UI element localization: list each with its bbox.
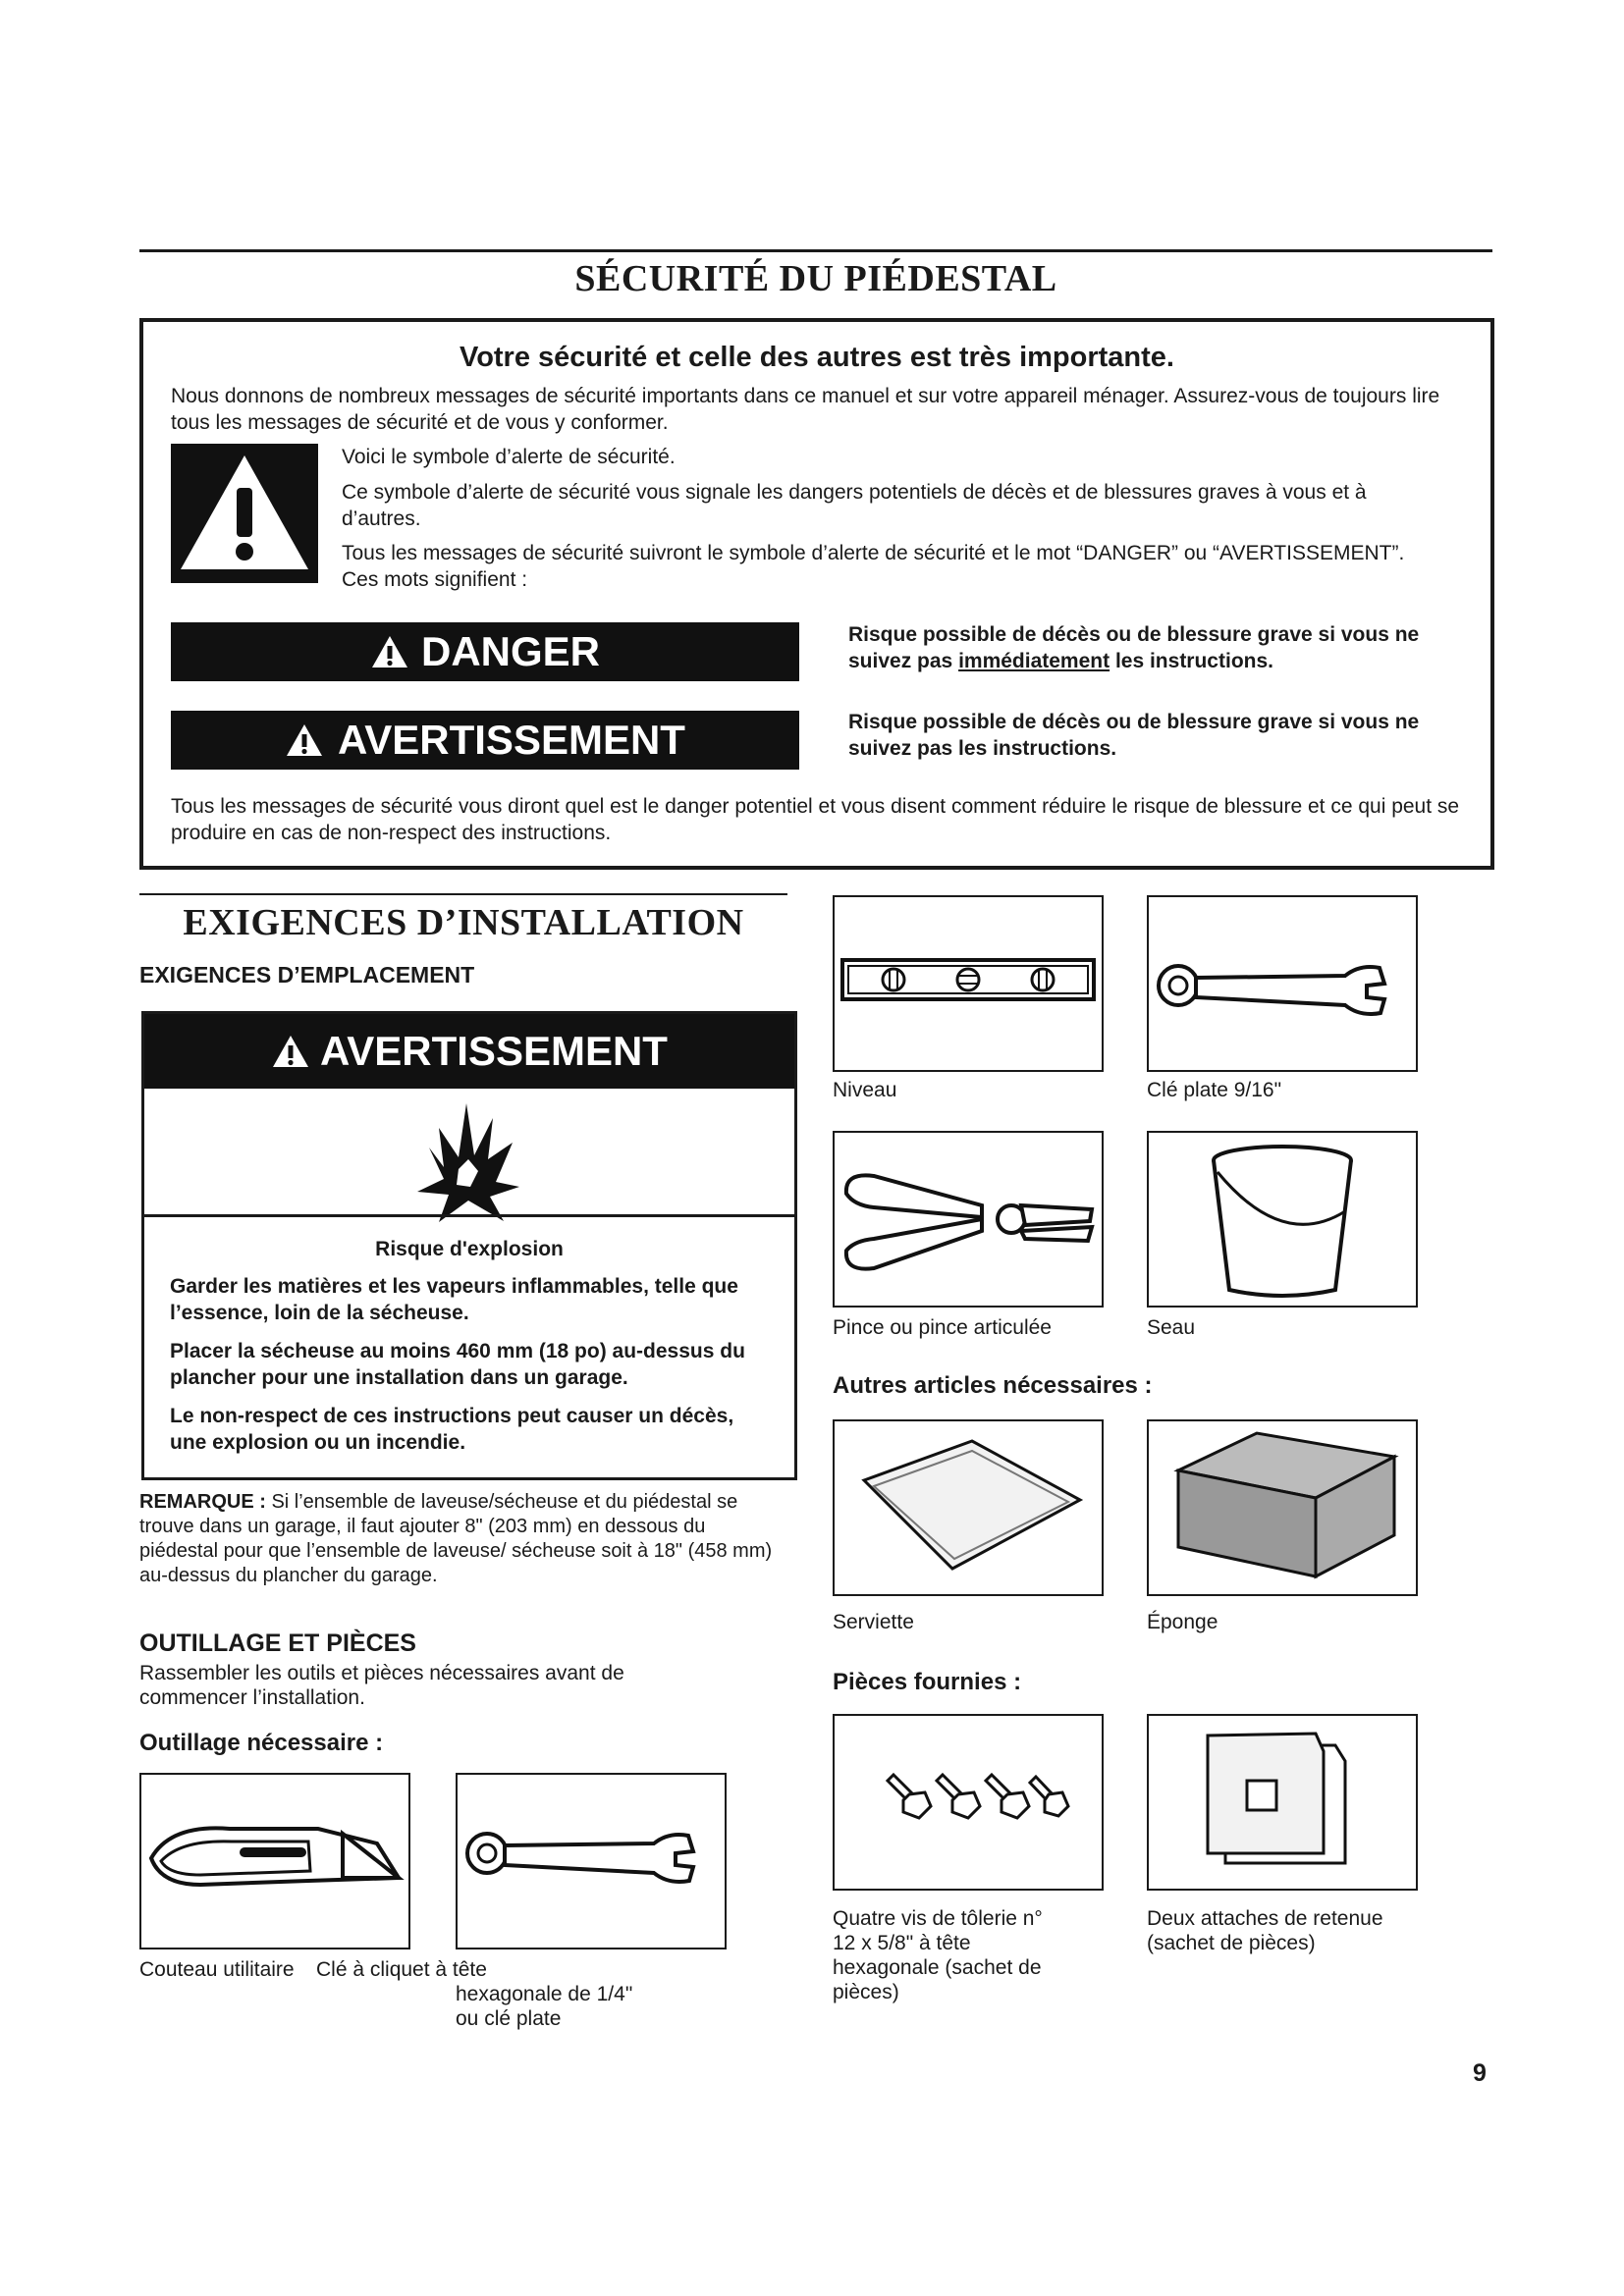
explosion-p1: Garder les matières et les vapeurs inflammables, telle que l’essence, loin de la sécheuse. (170, 1275, 738, 1324)
sponge-image (1147, 1419, 1418, 1596)
clips-caption: Deux attaches de retenue (sachet de pièces) (1147, 1907, 1383, 1954)
level-icon (835, 897, 1102, 1070)
location-heading: EXIGENCES D’EMPLACEMENT (139, 962, 475, 988)
alert-line-1: Voici le symbole d’alerte de sécurité. (342, 446, 676, 468)
other-items-heading: Autres articles nécessaires : (833, 1372, 1153, 1399)
ratchet-caption-3: ou clé plate (456, 2007, 562, 2030)
warning-banner (171, 711, 799, 770)
ratchet-caption-2: hexagonale de 1/4" (456, 1983, 633, 2005)
pliers-image (833, 1131, 1104, 1308)
pliers-caption: Pince ou pince articulée (833, 1316, 1052, 1339)
safety-headline: Votre sécurité et celle des autres est très importante. (460, 342, 1174, 373)
wrench-image (1147, 895, 1418, 1072)
tools-needed-heading: Outillage nécessaire : (139, 1730, 384, 1756)
explosion-title: Risque d'explosion (375, 1238, 564, 1260)
install-alert-icon (271, 1034, 310, 1069)
install-note: REMARQUE : Si l’ensemble de laveuse/sécheuse et du piédestal se trouve dans un garage, il faut ajouter 8" (203 mm) en dessous du piédestal pour que l’ensemble de laveuse/ sécheuse soit à 18" (458 mm) au-dessus du plancher du garage. (139, 1491, 773, 1586)
safety-title: SÉCURITÉ DU PIÉDESTAL (574, 258, 1057, 299)
danger-label: DANGER (420, 628, 600, 674)
parts-supplied-heading: Pièces fournies : (833, 1669, 1022, 1695)
screws-image (833, 1714, 1104, 1891)
safety-box (139, 318, 1494, 870)
install-rule (139, 893, 787, 895)
screws-caption: Quatre vis de tôlerie n° 12 x 5/8" à tête hexagonale (sachet de pièces) (833, 1907, 1043, 2003)
retaining-clips-icon (1149, 1716, 1416, 1889)
ratchet-caption-1: Clé à cliquet à tête (316, 1958, 487, 1981)
level-caption: Niveau (833, 1079, 897, 1101)
bucket-caption: Seau (1147, 1316, 1196, 1339)
alert-line-3: Tous les messages de sécurité suivront le symbole d’alerte de sécurité et le mot “DANGER” ou “AVERTISSEMENT”. Ces mots signifient : (342, 542, 1405, 591)
safety-alert-icon (171, 444, 318, 583)
level-image (833, 895, 1104, 1072)
safety-intro: Nous donnons de nombreux messages de sécurité importants dans ce manuel et sur votre appareil ménager. Assurez-vous de toujours lire tous les messages de sécurité et de vous y conformer. (171, 385, 1440, 434)
tools-heading: OUTILLAGE ET PIÈCES (139, 1629, 416, 1657)
utility-knife-icon (141, 1775, 408, 1948)
towel-caption: Serviette (833, 1611, 914, 1633)
ratchet-image (456, 1773, 727, 1949)
explosion-p2: Placer la sécheuse au moins 460 mm (18 po) au-dessus du plancher pour une installation dans un garage. (170, 1340, 745, 1389)
danger-alert-icon (370, 634, 409, 669)
install-warning-label: AVERTISSEMENT (320, 1028, 668, 1074)
alert-line-2: Ce symbole d’alerte de sécurité vous signale les dangers potentiels de décès et de blessures graves à vous et à d’autres. (342, 481, 1367, 530)
ratchet-wrench-icon (458, 1775, 725, 1948)
sponge-icon (1149, 1421, 1416, 1594)
knife-caption: Couteau utilitaire (139, 1958, 295, 1981)
page-number: 9 (1473, 2059, 1487, 2087)
explosion-icon (409, 1098, 527, 1226)
danger-banner (171, 622, 799, 681)
top-rule (139, 249, 1492, 252)
install-title: EXIGENCES D’INSTALLATION (183, 902, 744, 943)
screws-icon (835, 1716, 1102, 1889)
explosion-divider (144, 1214, 794, 1217)
tools-intro: Rassembler les outils et pièces nécessaires avant de commencer l’installation. (139, 1662, 624, 1709)
safety-footer: Tous les messages de sécurité vous diront quel est le danger potentiel et vous disent comment réduire le risque de blessure et ce qui peut se produire en cas de non-respect des instructions. (171, 795, 1460, 844)
danger-text: Risque possible de décès ou de blessure grave si vous ne suivez pas immédiatement les instructions. (848, 623, 1420, 672)
open-wrench-icon (1149, 897, 1416, 1070)
knife-image (139, 1773, 410, 1949)
warning-text: Risque possible de décès ou de blessure grave si vous ne suivez pas les instructions. (848, 711, 1420, 760)
explosion-p3: Le non-respect de ces instructions peut causer un décès, une explosion ou un incendie. (170, 1405, 734, 1454)
clips-image (1147, 1714, 1418, 1891)
sponge-caption: Éponge (1147, 1611, 1218, 1633)
explosion-warning-box (141, 1011, 797, 1480)
pliers-icon (835, 1133, 1102, 1306)
bucket-image (1147, 1131, 1418, 1308)
towel-image (833, 1419, 1104, 1596)
wrench-caption: Clé plate 9/16" (1147, 1079, 1282, 1101)
warning-alert-icon (285, 722, 324, 758)
install-warning-banner (144, 1014, 794, 1089)
towel-icon (835, 1421, 1102, 1594)
bucket-icon (1149, 1133, 1416, 1306)
warning-label: AVERTISSEMENT (338, 717, 685, 763)
